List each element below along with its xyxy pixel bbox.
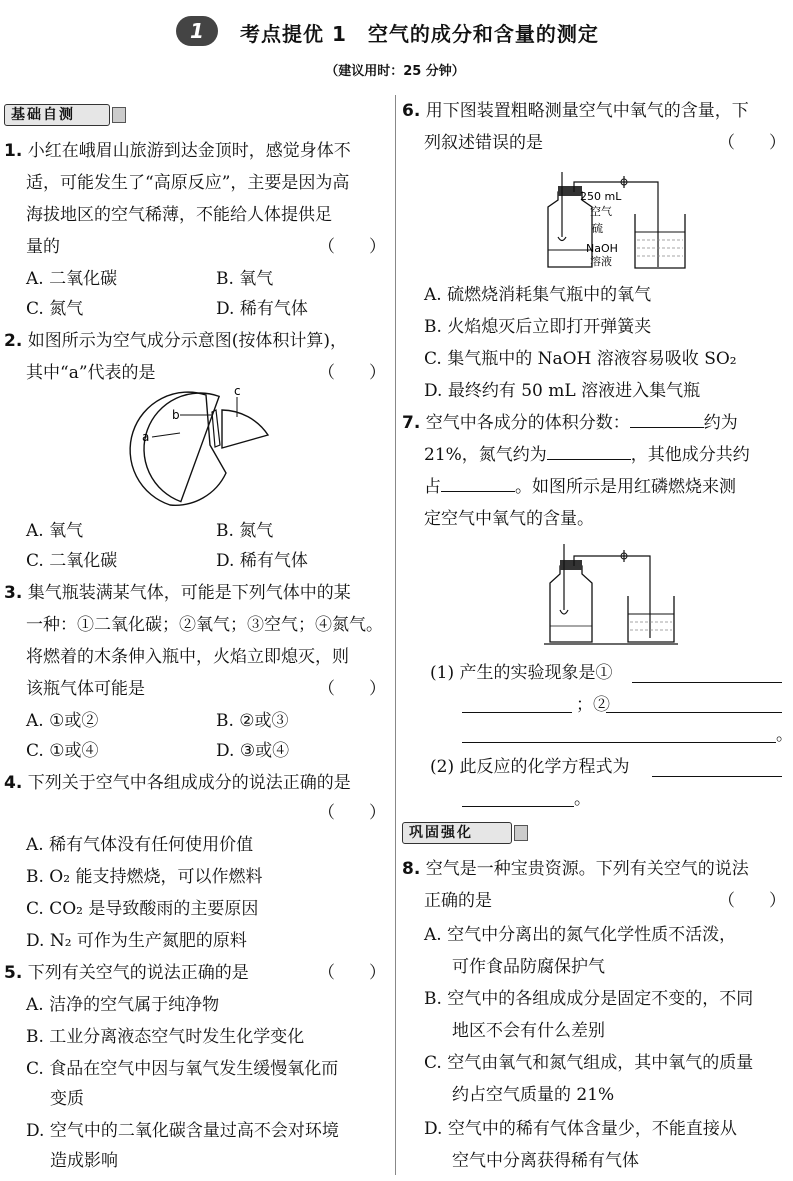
q3-line-2: 一种：①二氧化碳；②氧气；③空气；④氮气。 xyxy=(26,615,383,635)
q6-answer-paren: （ ） xyxy=(718,133,786,153)
q2-option-b: B. 氮气 xyxy=(216,521,274,541)
q8-line-1: 8. 空气是一种宝贵资源。下列有关空气的说法 xyxy=(402,859,749,879)
q1-option-d: D. 稀有气体 xyxy=(216,299,308,319)
page-header xyxy=(0,8,790,48)
q4-answer-paren: （ ） xyxy=(318,803,386,823)
pie-label-a: a xyxy=(142,430,150,444)
q7-blank-phenomenon-1-cont[interactable] xyxy=(462,712,572,713)
q6-option-d: D. 最终约有 50 mL 溶液进入集气瓶 xyxy=(424,381,701,401)
label-250ml: 250 mL xyxy=(580,190,622,203)
column-divider xyxy=(395,95,396,1175)
label-solution: 溶液 xyxy=(590,255,612,268)
q7-line-2: 21%，氮气约为 ，其他成分共约 xyxy=(424,442,750,468)
q8-option-b-cont: 地区不会有什么差别 xyxy=(452,1021,605,1041)
page-title: 考点提优 1 空气的成分和含量的测定 xyxy=(240,22,599,46)
pie-label-c: c xyxy=(234,384,241,398)
q7-sub2-line: (2) 此反应的化学方程式为 xyxy=(430,757,630,777)
label-air: 空气 xyxy=(590,205,612,218)
q5-option-a: A. 洁净的空气属于纯净物 xyxy=(26,995,220,1015)
q4-option-a: A. 稀有气体没有任何使用价值 xyxy=(26,835,254,855)
section-label-consolidate: 巩固强化 xyxy=(402,822,512,844)
q3-line-1: 3. 集气瓶装满某气体，可能是下列气体中的某 xyxy=(4,583,351,603)
q3-answer-paren: （ ） xyxy=(318,679,386,699)
q7-period-2: 。 xyxy=(574,789,591,809)
q7-blank-nitrogen[interactable] xyxy=(547,442,631,460)
q7-line-3: 占 。如图所示是用红磷燃烧来测 xyxy=(424,474,736,500)
q6-line-2: 列叙述错误的是 xyxy=(424,133,543,153)
q3-option-d: D. ③或④ xyxy=(216,741,290,761)
section-label-basic: 基础自测 xyxy=(4,104,110,126)
q6-option-b: B. 火焰熄灭后立即打开弹簧夹 xyxy=(424,317,652,337)
q1-answer-paren: （ ） xyxy=(318,237,386,257)
q7-line-1: 7. 空气中各成分的体积分数： 约为 xyxy=(402,410,738,436)
q5-answer-paren: （ ） xyxy=(318,963,386,983)
label-naoh: NaOH xyxy=(586,242,618,255)
q6-option-a: A. 硫燃烧消耗集气瓶中的氧气 xyxy=(424,285,652,305)
q2-option-d: D. 稀有气体 xyxy=(216,551,308,571)
q8-option-d-cont: 空气中分离获得稀有气体 xyxy=(452,1151,639,1171)
q3-line-3: 将燃着的木条伸入瓶中，火焰立即熄灭，则 xyxy=(26,647,349,667)
q4-option-d: D. N₂ 可作为生产氮肥的原料 xyxy=(26,931,247,951)
q3-option-c: C. ①或④ xyxy=(26,741,99,761)
section-arrow-icon xyxy=(112,107,126,123)
q1-option-b: B. 氧气 xyxy=(216,269,274,289)
q8-option-c: C. 空气由氧气和氮气组成，其中氧气的质量 xyxy=(424,1053,754,1073)
q2-answer-paren: （ ） xyxy=(318,363,386,383)
suggested-time: （建议用时：25 分钟） xyxy=(325,64,465,79)
q7-blank-phenomenon-1[interactable] xyxy=(632,682,782,683)
q3-option-b: B. ②或③ xyxy=(216,711,289,731)
q1-line-3: 海拔地区的空气稀薄，不能给人体提供足 xyxy=(26,205,332,225)
q8-option-a: A. 空气中分离出的氮气化学性质不活泼， xyxy=(424,925,737,945)
section-number-badge: 1 xyxy=(176,16,218,46)
q7-sub1-line-1: (1) 产生的实验现象是① xyxy=(430,663,613,683)
q3-option-a: A. ①或② xyxy=(26,711,99,731)
q7-blank-phenomenon-2-cont[interactable] xyxy=(462,742,776,743)
q5-option-c: C. 食品在空气中因与氧气发生缓慢氧化而 xyxy=(26,1059,339,1079)
q7-period-1: 。 xyxy=(776,725,793,745)
q2-option-a: A. 氧气 xyxy=(26,521,84,541)
q8-option-d: D. 空气中的稀有气体含量少，不能直接从 xyxy=(424,1119,737,1139)
q2-line-2: 其中“a”代表的是 xyxy=(26,363,156,383)
q7-blank-phenomenon-2[interactable] xyxy=(606,712,782,713)
q6-option-c: C. 集气瓶中的 NaOH 溶液容易吸收 SO₂ xyxy=(424,349,737,369)
q7-line-4: 定空气中氧气的含量。 xyxy=(424,509,594,529)
red-phosphorus-apparatus-diagram xyxy=(540,538,680,648)
q7-sub1-line-2: ；② xyxy=(576,695,610,715)
q6-line-1: 6. 用下图装置粗略测量空气中氧气的含量，下 xyxy=(402,101,749,121)
q5-option-d: D. 空气中的二氧化碳含量过高不会对环境 xyxy=(26,1121,339,1141)
q8-answer-paren: （ ） xyxy=(718,891,786,911)
q1-line-2: 适，可能发生了“高原反应”，主要是因为高 xyxy=(26,173,350,193)
q7-blank-oxygen[interactable] xyxy=(630,410,704,428)
q3-line-4: 该瓶气体可能是 xyxy=(26,679,145,699)
q2-line-1: 2. 如图所示为空气成分示意图(按体积计算)， xyxy=(4,331,347,351)
q8-option-b: B. 空气中的各组成成分是固定不变的，不同 xyxy=(424,989,754,1009)
q7-blank-equation[interactable] xyxy=(652,776,782,777)
q5-option-c-cont: 变质 xyxy=(50,1089,84,1109)
sulfur-combustion-apparatus-diagram xyxy=(540,162,690,272)
q5-line-1: 5. 下列有关空气的说法正确的是 xyxy=(4,963,249,983)
q5-option-b: B. 工业分离液态空气时发生化学变化 xyxy=(26,1027,305,1047)
label-sulfur: 硫 xyxy=(592,222,603,235)
pie-label-b: b xyxy=(172,408,180,422)
q8-line-2: 正确的是 xyxy=(424,891,492,911)
q1-option-a: A. 二氧化碳 xyxy=(26,269,118,289)
q8-option-c-cont: 约占空气质量的 21% xyxy=(452,1085,615,1105)
q7-blank-others[interactable] xyxy=(441,474,515,492)
air-composition-pie-diagram xyxy=(140,385,280,510)
q4-option-c: C. CO₂ 是导致酸雨的主要原因 xyxy=(26,899,259,919)
q8-option-a-cont: 可作食品防腐保护气 xyxy=(452,957,605,977)
q1-line-1: 1. 小红在峨眉山旅游到达金顶时，感觉身体不 xyxy=(4,141,351,161)
q4-option-b: B. O₂ 能支持燃烧，可以作燃料 xyxy=(26,867,263,887)
q5-option-d-cont: 造成影响 xyxy=(50,1151,118,1171)
section-arrow-icon xyxy=(514,825,528,841)
q1-option-c: C. 氮气 xyxy=(26,299,84,319)
q1-line-4: 量的 xyxy=(26,237,60,257)
q4-line-1: 4. 下列关于空气中各组成成分的说法正确的是 xyxy=(4,773,351,793)
q2-option-c: C. 二氧化碳 xyxy=(26,551,118,571)
q7-blank-equation-cont[interactable] xyxy=(462,806,574,807)
